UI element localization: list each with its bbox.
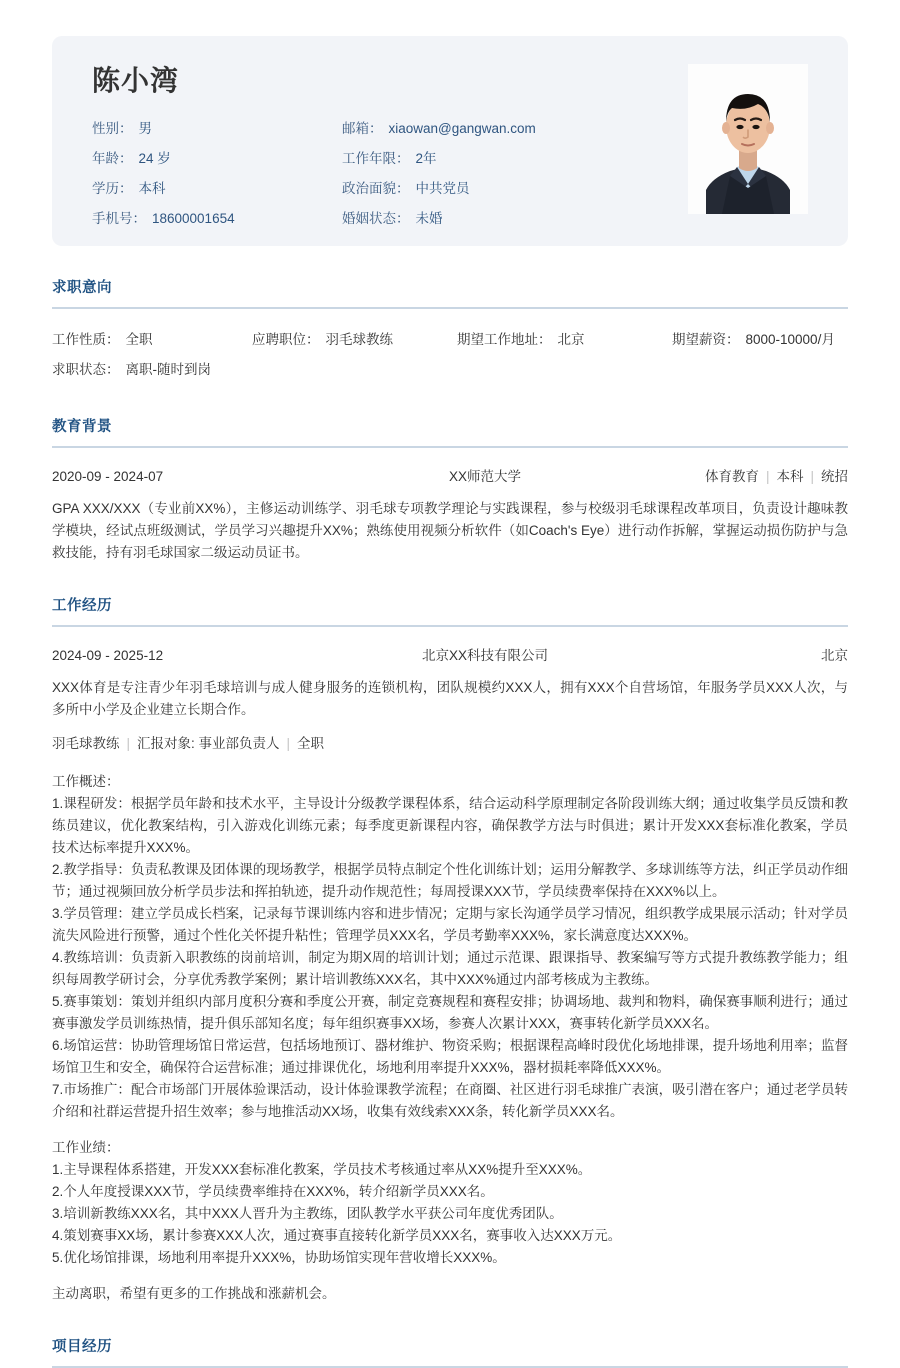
work-result-item: 3.培训新教练XXX名，其中XXX人晋升为主教练，团队教学水平获公司年度优秀团队。 xyxy=(52,1206,563,1221)
job-intention-status xyxy=(52,355,252,385)
profile-field-gender-value: 男 xyxy=(138,120,152,136)
job-intention-salary-value: 8000-10000/月 xyxy=(745,332,835,347)
job-intention-nature-value: 全职 xyxy=(125,332,153,347)
section-education-title: 教育背景 xyxy=(52,419,112,435)
work-duty-item: 5.赛事策划：策划并组织内部月度积分赛和季度公开赛，制定竞赛规程和赛程安排；协调场地、裁判和物料，确保赛事顺利进行；通过赛事激发学员训练热情，提升俱乐部知名度；每年组织赛事XX场，参赛人次累计XXX，赛事转化新学员XXX名。 xyxy=(52,994,848,1031)
job-intention-row-1 xyxy=(52,325,848,355)
avatar xyxy=(688,64,808,214)
work-closing-note: 主动离职，希望有更多的工作挑战和涨薪机会。 xyxy=(52,1286,336,1301)
profile-field-age-value: 24 岁 xyxy=(138,150,171,166)
profile-field-age-label: 年龄： xyxy=(92,150,133,166)
work-results-heading: 工作业绩： xyxy=(52,1140,120,1155)
profile-info-grid xyxy=(92,116,612,232)
education-description: GPA XXX/XXX（专业前XX%），主修运动训练学、羽毛球专项教学理论与实践课程，参与校级羽毛球课程改革项目，负责设计趣味教学模块，经试点班级测试，学员学习兴趣提升XX%；熟练使用视频分析软件（如Coach's Eye）进行动作拆解，掌握运动损伤防护与急救技能，持有羽毛球国家二级运动员证书。 xyxy=(52,501,848,560)
education-entry-header xyxy=(52,464,848,490)
work-entry-header xyxy=(52,643,848,669)
job-intention-nature-label: 工作性质： xyxy=(52,332,120,347)
job-intention-nature xyxy=(52,325,252,355)
work-result-item: 4.策划赛事XX场，累计参赛XXX人次，通过赛事直接转化新学员XXX名，赛事收入达XXX万元。 xyxy=(52,1228,622,1243)
job-intention-salary xyxy=(672,325,835,355)
job-intention-position xyxy=(252,325,457,355)
section-job-intention xyxy=(52,276,848,385)
profile-field-email xyxy=(342,116,612,142)
section-job-intention-title: 求职意向 xyxy=(52,280,112,296)
education-date: 2020-09 - 2024-07 xyxy=(52,469,164,484)
work-result-item: 2.个人年度授课XXX节，学员续费率维持在XXX%，转介绍新学员XXX名。 xyxy=(52,1184,494,1199)
profile-field-marital-status-label: 婚姻状态： xyxy=(342,210,410,226)
resume-page xyxy=(0,36,900,1355)
work-duty-item: 6.场馆运营：协助管理场馆日常运营，包括场地预订、器材维护、物资采购；根据课程高峰时段优化场地排课，提升场地利用率；监督场馆卫生和安全，确保符合运营标准；通过排课优化，场地利用率提升XXX%，器材损耗率降低XXX%。 xyxy=(52,1038,848,1075)
profile-field-political-status xyxy=(342,176,612,202)
job-intention-location xyxy=(457,325,672,355)
profile-field-experience-label: 工作年限： xyxy=(342,150,410,166)
profile-field-email-label: 邮箱： xyxy=(342,120,383,136)
profile-field-marital-status xyxy=(342,206,612,232)
section-work-experience-title: 工作经历 xyxy=(52,598,112,614)
profile-field-marital-status-value: 未婚 xyxy=(415,210,443,226)
portrait-photo-icon xyxy=(688,64,808,214)
work-company: 北京XX科技有限公司 xyxy=(421,648,548,663)
page-title: 陈小湾 xyxy=(92,65,180,96)
work-location: 北京 xyxy=(821,648,848,663)
profile-field-phone xyxy=(92,206,342,232)
profile-field-phone-label: 手机号： xyxy=(92,210,146,226)
education-admission-type: 统招 xyxy=(821,469,848,484)
education-degree: 本科 xyxy=(776,469,804,484)
education-meta xyxy=(598,464,848,490)
profile-header-card xyxy=(52,36,848,246)
profile-field-email-value: xiaowan@gangwan.com xyxy=(388,120,536,136)
section-project-experience xyxy=(52,1335,848,1368)
profile-field-degree-label: 学历： xyxy=(92,180,133,196)
profile-field-gender xyxy=(92,116,342,142)
education-school: XX师范大学 xyxy=(448,469,521,484)
profile-field-age xyxy=(92,146,342,172)
work-result-item: 5.优化场馆排课，场地利用率提升XXX%，协助场馆实现年营收增长XXX%。 xyxy=(52,1250,506,1265)
work-role-meta xyxy=(52,731,848,757)
profile-field-degree xyxy=(92,176,342,202)
meta-separator-icon: | xyxy=(126,736,131,751)
section-divider xyxy=(52,446,848,448)
work-company-intro: XXX体育是专注青少年羽毛球培训与成人健身服务的连锁机构，团队规模约XXX人，拥有XXX个自营场馆，年服务学员XXX人次，与多所中小学及企业建立长期合作。 xyxy=(52,680,848,717)
work-duties-list xyxy=(52,793,848,1123)
section-divider xyxy=(52,307,848,309)
work-duty-item: 4.教练培训：负责新入职教练的岗前培训，制定为期X周的培训计划；通过示范课、跟课指导、教案编写等方式提升教练教学能力；组织每周教学研讨会，分享优秀教学案例；累计培训教练XXX名，其中XXX%通过内部考核成为主教练。 xyxy=(52,950,848,987)
work-report-to: 汇报对象: 事业部负责人 xyxy=(137,736,280,751)
profile-field-political-status-value: 中共党员 xyxy=(415,180,470,196)
work-duty-item: 2.教学指导：负责私教课及团体课的现场教学，根据学员特点制定个性化训练计划；运用分解教学、多球训练等方法，纠正学员动作细节；通过视频回放分析学员步法和挥拍轨迹，提升动作规范性；每周授课XXX节，学员续费率保持在XXX%以上。 xyxy=(52,862,848,899)
section-divider xyxy=(52,625,848,627)
meta-separator-icon: | xyxy=(765,469,770,484)
meta-separator-icon: | xyxy=(286,736,291,751)
section-education xyxy=(52,415,848,564)
job-intention-row-2 xyxy=(52,355,848,385)
job-intention-position-label: 应聘职位： xyxy=(252,332,320,347)
job-intention-location-label: 期望工作地址： xyxy=(457,332,552,347)
education-major: 体育教育 xyxy=(704,469,759,484)
work-duty-item: 3.学员管理：建立学员成长档案，记录每节课训练内容和进步情况；定期与家长沟通学员学习情况，组织教学成果展示活动；针对学员流失风险进行预警，通过个性化关怀提升粘性；管理学员XXX名，学员考勤率XXX%，家长满意度达XXX%。 xyxy=(52,906,848,943)
work-duties-heading: 工作概述： xyxy=(52,774,120,789)
work-date: 2024-09 - 2025-12 xyxy=(52,648,164,663)
profile-field-experience xyxy=(342,146,612,172)
work-employment-type: 全职 xyxy=(297,736,325,751)
job-intention-status-value: 离职-随时到岗 xyxy=(125,362,211,377)
profile-field-degree-value: 本科 xyxy=(138,180,166,196)
job-intention-status-label: 求职状态： xyxy=(52,362,120,377)
profile-field-experience-value: 2年 xyxy=(415,150,437,166)
job-intention-position-value: 羽毛球教练 xyxy=(325,332,393,347)
work-duty-item: 7.市场推广：配合市场部门开展体验课活动，设计体验课教学流程；在商圈、社区进行羽毛球推广表演，吸引潜在客户；通过老学员转介绍和社群运营提升招生效率；参与地推活动XX场，收集有效线索XXX条，转化新学员XXX名。 xyxy=(52,1082,848,1119)
work-duty-item: 1.课程研发：根据学员年龄和技术水平，主导设计分级教学课程体系，结合运动科学原理制定各阶段训练大纲；通过收集学员反馈和教练员建议，优化教案结构，引入游戏化训练元素；每季度更新课程内容，确保教学方法与时俱进；累计开发XXX套标准化教案，学员技术达标率提升XXX%。 xyxy=(52,796,848,855)
work-results-list xyxy=(52,1159,848,1269)
section-project-experience-title: 项目经历 xyxy=(52,1339,112,1355)
work-result-item: 1.主导课程体系搭建，开发XXX套标准化教案，学员技术考核通过率从XX%提升至XXX%。 xyxy=(52,1162,592,1177)
section-work-experience xyxy=(52,594,848,1305)
profile-field-gender-label: 性别： xyxy=(92,120,133,136)
job-intention-location-value: 北京 xyxy=(557,332,585,347)
meta-separator-icon: | xyxy=(810,469,814,484)
job-intention-salary-label: 期望薪资： xyxy=(672,332,740,347)
work-role-title: 羽毛球教练 xyxy=(52,736,120,751)
profile-field-phone-value: 18600001654 xyxy=(152,210,235,226)
profile-field-political-status-label: 政治面貌： xyxy=(342,180,410,196)
